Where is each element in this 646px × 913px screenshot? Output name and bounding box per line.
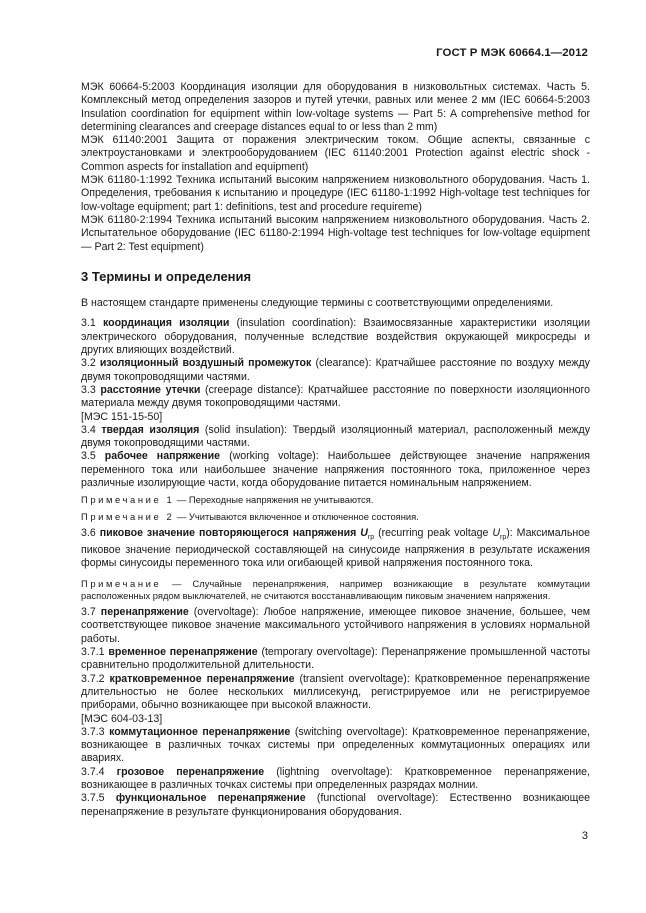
term-3-7	[81, 606, 590, 646]
term-title: изоляционный воздушный промежуток	[99, 357, 312, 370]
term-3-7-2	[81, 673, 590, 713]
term-number: 3.7	[81, 606, 96, 619]
term-number: 3.7.3	[81, 725, 105, 738]
symbol: U	[492, 526, 501, 539]
term-title: твердая изоляция	[101, 423, 200, 436]
spacer	[81, 310, 590, 317]
term-3-1	[81, 317, 590, 357]
term-number: 3.5	[81, 450, 96, 463]
term-definition: (insulation coordination): Взаимосвязанные характеристики изоляции электрического оборудования, полученные вследствие воздействия окружающей микросреды и других влияющих воздействий.	[81, 317, 590, 357]
term-definition: (switching overvoltage): Кратковременное перенапряжение, возникающее в различных точках системы при определенных коммутационных операциях или авариях.	[81, 725, 591, 765]
term-definition: (creepage distance): Кратчайшее расстояние по поверхности изоляционного материала между двумя токопроводящими частями.	[81, 383, 590, 410]
term-definition: (working voltage): Наибольшее действующее значение напряжения переменного тока или наибольшее значение напряжения постоянного тока, приложенное через различные изолирующие части, когда оборудование питается номинальным напряжением.	[81, 450, 590, 490]
term-source: [МЭС 604-03-13]	[81, 712, 163, 725]
term-title: функциональное перенапряжение	[115, 792, 306, 805]
term-3-5	[81, 450, 590, 490]
note-label: Примечание	[81, 577, 162, 589]
normative-ref: МЭК 60664-5:2003 Координация изоляции для оборудования в низковольтных системах. Часть 5. Комплексный метод определения зазоров и путей утечки, равных или менее 2 мм (IEC 60664-5:2003 Insulation coordination for equipment within low-voltage systems — Part 5: A comprehensive method for determining clearances and creepage distances equal to or less than 2 mm)	[81, 81, 590, 133]
note-text: — Переходные напряжения не учитываются.	[174, 494, 374, 506]
term-3-7-3	[81, 726, 590, 766]
note-text: — Учитываются включенное и отключенное состояния.	[174, 510, 419, 522]
page-number: 3	[581, 830, 588, 842]
spacer	[81, 571, 590, 578]
term-number: 3.1	[81, 317, 96, 330]
term-title: кратковременное перенапряжение	[109, 672, 295, 685]
term-3-2	[81, 357, 590, 384]
term-definition: (solid insulation): Твердый изоляционный материал, расположенный между двумя токопроводящими частями.	[81, 423, 590, 450]
term-number: 3.7.2	[81, 672, 105, 685]
term-title: координация изоляции	[102, 317, 230, 330]
section-heading: 3 Термины и определения	[81, 268, 252, 284]
term-title: расстояние утечки	[100, 383, 201, 396]
note-text: — Случайные перенапряжения, например возникающие в результате коммутации расположенных рядом выключателей, не считаются восстанавливающим пиковым значением напряжения.	[81, 577, 590, 601]
normative-ref: МЭК 61180-1:1992 Техника испытаний высоким напряжением низковольтного оборудования. Часть 1. Определения, требования к испытанию и процедуре (IEC 61180-1:1992 High-voltage test techniques for low-voltage equipment; part 1: definitions, test and procedure requireme)	[81, 174, 590, 213]
term-definition: ): Максимальное пиковое значение периодической составляющей на синусоиде напряжения в результате искажения формы синусоиды переменного тока или огибающей кривой напряжения постоянного тока.	[81, 526, 590, 570]
symbol-subscript: rp	[500, 533, 507, 541]
term-number: 3.3	[81, 383, 96, 396]
note-label: Примечание 1	[81, 494, 175, 506]
term-3-7-5	[81, 792, 590, 819]
note-2	[81, 511, 590, 523]
term-definition: (transient overvoltage): Кратковременное перенапряжение длительностью не более нескольких миллисекунд, регистрируемое или не регистрируемое приборами, обычно возникающее при высокой влажности.	[81, 672, 590, 712]
note-3	[81, 578, 590, 602]
document-body	[81, 81, 590, 819]
term-source: [МЭС 151-15-50]	[81, 410, 163, 423]
term-title: пиковое значение повторяющегося напряжения	[99, 526, 357, 539]
normative-ref: МЭК 61180-2:1994 Техника испытаний высоким напряжением низковольтного оборудования. Часть 2. Испытательное оборудование (IEC 61180-2:1994 High-voltage test techniques for low-voltage equipment — Part 2: Test equipment)	[81, 213, 590, 253]
term-3-3	[81, 384, 590, 411]
symbol: U	[360, 526, 368, 539]
term-definition: (lightning overvoltage): Кратковременное перенапряжение, возникающее в различных точках системы при определенных разрядах молнии.	[81, 765, 591, 791]
normative-ref: МЭК 61140:2001 Защита от поражения электрическим током. Общие аспекты, связанные с электроустановками и электрооборудованием (IEC 61140:2001 Protection against electric shock - Common aspects for installation and equipment)	[81, 134, 590, 173]
term-3-7-1	[81, 646, 590, 673]
term-definition: (temporary overvoltage): Перенапряжение промышленной частоты сравнительно продолжительной длительности.	[81, 646, 590, 672]
term-title: рабочее напряжение	[104, 450, 221, 463]
term-definition: (clearance): Кратчайшее расстояние по воздуху между двумя токопроводящими частями.	[81, 357, 590, 383]
note-label: Примечание 2	[81, 510, 175, 522]
symbol-subscript: rp	[367, 533, 375, 541]
term-title: грозовое перенапряжение	[116, 765, 265, 778]
term-number: 3.7.4	[81, 765, 105, 778]
term-number: 3.7.5	[81, 792, 105, 805]
term-number: 3.4	[81, 423, 96, 436]
term-number: 3.6	[81, 526, 96, 539]
term-definition: (overvoltage): Любое напряжение, имеющее пиковое значение, большее, чем соответствующее пиковое значение максимального устойчивого напряжения в условиях нормальной работы.	[81, 606, 590, 645]
term-definition: (functional overvoltage): Естественно возникающее перенапряжение в результате функционирования оборудования.	[81, 792, 590, 818]
term-definition: (recurring peak voltage	[374, 526, 493, 539]
term-title: коммутационное перенапряжение	[109, 725, 291, 738]
term-3-7-4	[81, 766, 590, 793]
term-3-4	[81, 424, 590, 451]
note-1	[81, 494, 590, 506]
document-code-header: ГОСТ Р МЭК 60664.1—2012	[436, 47, 588, 59]
term-title: перенапряжение	[100, 606, 189, 619]
term-number: 3.7.1	[81, 646, 105, 659]
term-number: 3.2	[81, 357, 96, 370]
intro-paragraph: В настоящем стандарте применены следующие термины с соответствующими определениями.	[81, 297, 554, 310]
term-title: временное перенапряжение	[108, 646, 258, 659]
term-3-6	[81, 527, 590, 571]
